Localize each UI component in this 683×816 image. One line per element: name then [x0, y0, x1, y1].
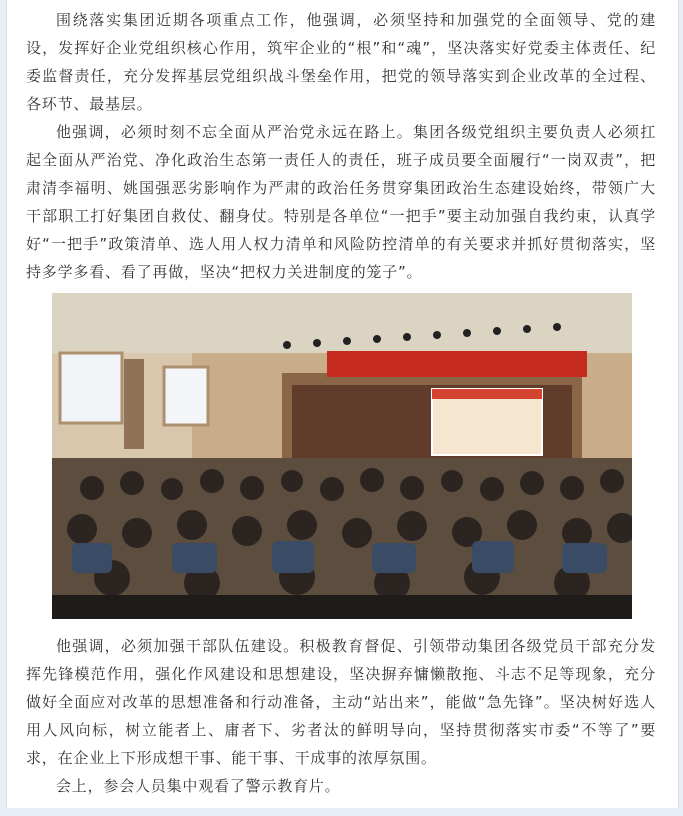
- paragraph-3: 他强调，必须加强干部队伍建设。积极教育督促、引领带动集团各级党员干部充分发挥先锋模范作用，强化作风建设和思想建设，坚决摒弃慵懒散拖、斗志不足等现象，充分做好全面应对改革的思想准备和行动准备，主动“站出来”，能做“急先锋”。坚决树好选人用人风向标，树立能者上、庸者下、劣者汰的鲜明导向，坚持贯彻落实市委“不等了”要求，在企业上下形成想干事、能干事、干成事的浓厚氛围。: [26, 637, 656, 767]
- paragraph-4: 会上，参会人员集中观看了警示教育片。: [56, 777, 341, 795]
- paragraph-1: 围绕落实集团近期各项重点工作，他强调，必须坚持和加强党的全面领导、党的建设，发挥好企业党组织核心作用，筑牢企业的“根”和“魂”，坚决落实好党委主体责任、纪委监督责任，充分发挥基层党组织战斗堡垒作用，把党的领导落实到企业改革的全过程、各环节、最基层。: [26, 11, 656, 113]
- paragraph-2: 他强调，必须时刻不忘全面从严治党永远在路上。集团各级党组织主要负责人必须扛起全面从严治党、净化政治生态第一责任人的责任，班子成员要全面履行“一岗双责”，把肃清李福明、姚国强恶劣影响作为严肃的政治任务贯穿集团政治生态建设始终，带领广大干部职工打好集团自救仗、翻身仗。特别是各单位“一把手”要主动加强自我约束，认真学好“一把手”政策清单、选人用人权力清单和风险防控清单的有关要求并抓好贯彻落实，坚持多学多看、看了再做，坚决“把权力关进制度的笼子”。: [26, 123, 656, 281]
- meeting-photo-illustration: [52, 293, 632, 619]
- meeting-photo: [52, 293, 632, 619]
